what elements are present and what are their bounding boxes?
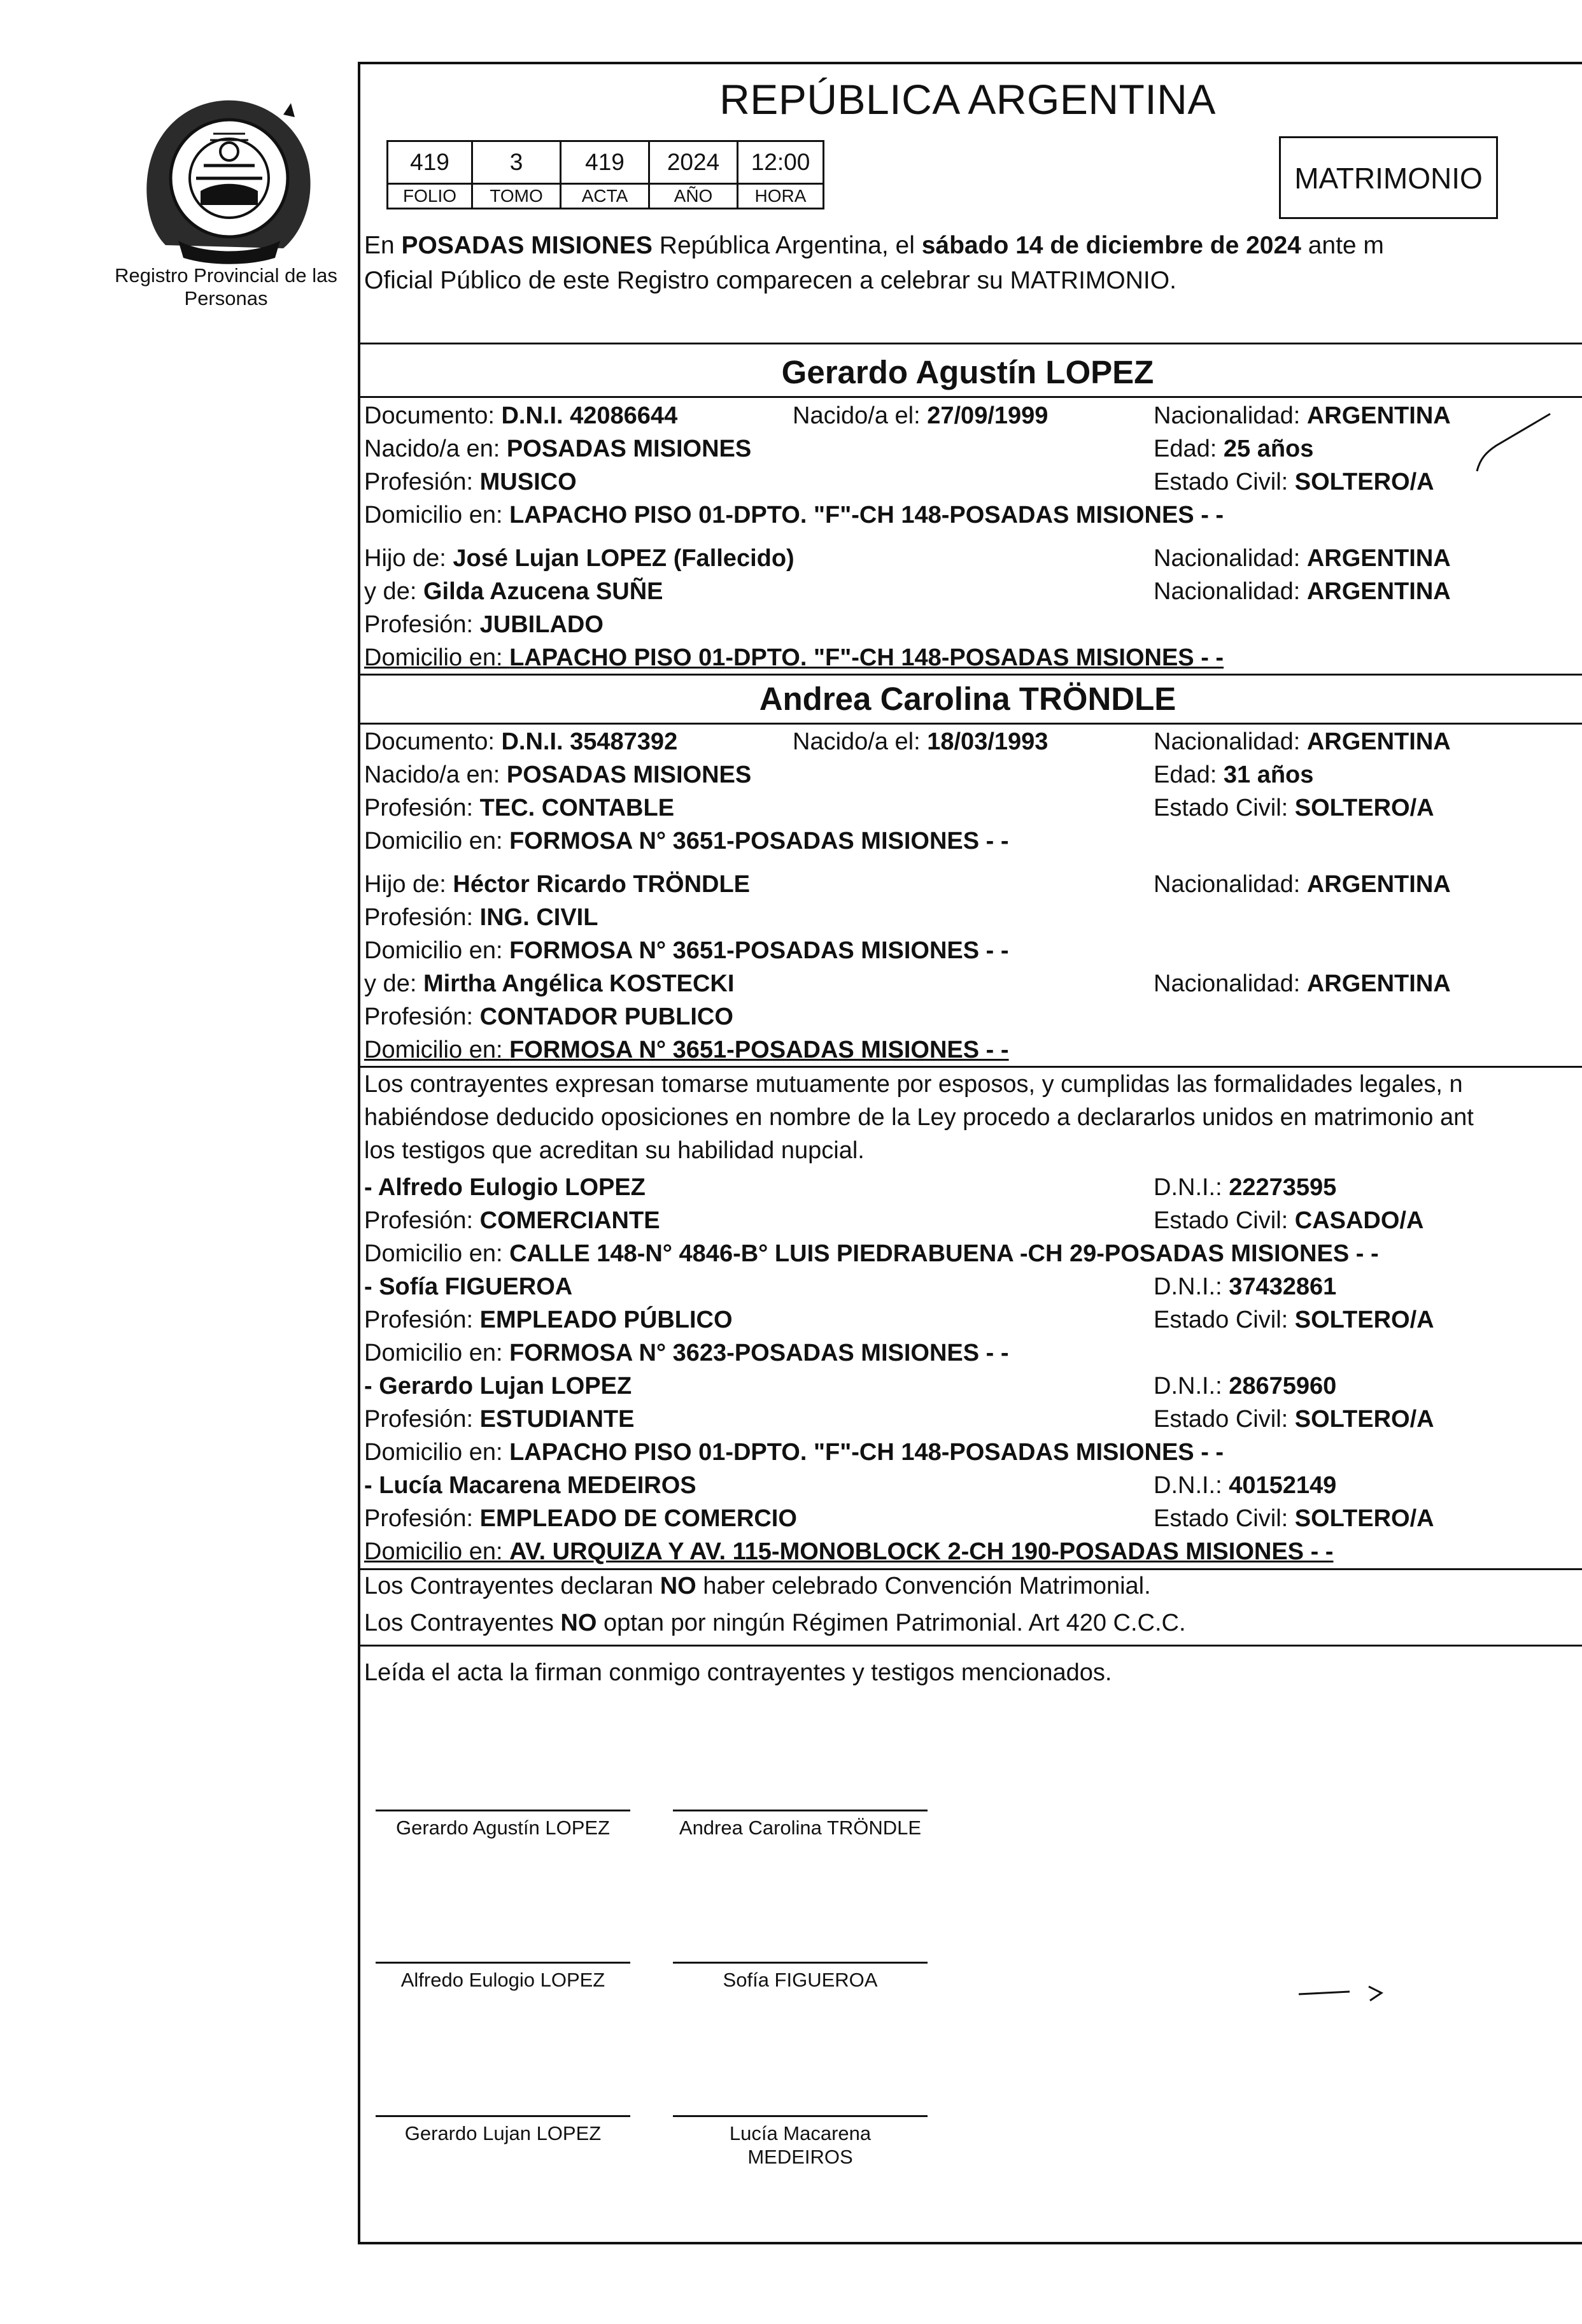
registry-name: Registro Provincial de las Personas (115, 264, 337, 309)
c1-age: Edad: 25 años (1154, 436, 1314, 462)
signature-name-2: Andrea Carolina TRÖNDLE (679, 1817, 922, 1839)
divider (360, 343, 1582, 344)
c1-nationality: Nacionalidad: ARGENTINA (1154, 402, 1451, 429)
intro-line-2: Oficial Público de este Registro comparecen a celebrar su MATRIMONIO. (364, 267, 1176, 294)
c2-father-profession: Profesión: ING. CIVIL (364, 904, 598, 931)
witness-3-name: - Gerardo Lujan LOPEZ (364, 1373, 632, 1399)
frame-bottom-border (358, 2242, 1582, 2244)
intro-line-1: En POSADAS MISIONES República Argentina, el sábado 14 de diciembre de 2024 ante m (364, 232, 1384, 259)
c2-nationality: Nacionalidad: ARGENTINA (1154, 728, 1451, 755)
hora-label: HORA (738, 184, 824, 209)
c1-document: Documento: D.N.I. 42086644 (364, 402, 678, 429)
c2-civil-status: Estado Civil: SOLTERO/A (1154, 795, 1434, 821)
witness-4-address: Domicilio en: AV. URQUIZA Y AV. 115-MONOBLOCK 2-CH 190-POSADAS MISIONES - - (364, 1538, 1334, 1565)
c2-father-address: Domicilio en: FORMOSA N° 3651-POSADAS MISIONES - - (364, 937, 1009, 964)
c2-birthplace: Nacido/a en: POSADAS MISIONES (364, 762, 752, 788)
signature-line (673, 2115, 928, 2117)
c2-mother-address: Domicilio en: FORMOSA N° 3651-POSADAS MISIONES - - (364, 1037, 1009, 1063)
folio-value: 419 (388, 141, 472, 184)
c2-document: Documento: D.N.I. 35487392 (364, 728, 678, 755)
witness-2-profession: Profesión: EMPLEADO PÚBLICO (364, 1307, 733, 1333)
declaration-line-3: los testigos que acreditan su habilidad nupcial. (364, 1137, 865, 1164)
witness-1-dni: D.N.I.: 22273595 (1154, 1174, 1337, 1201)
frame-top-border (358, 62, 1582, 64)
witness-2-address: Domicilio en: FORMOSA N° 3623-POSADAS MISIONES - - (364, 1340, 1009, 1366)
witness-4-dni: D.N.I.: 40152149 (1154, 1472, 1337, 1499)
witness-2-name: - Sofía FIGUEROA (364, 1273, 573, 1300)
signature-name-1: Gerardo Agustín LOPEZ (395, 1817, 610, 1839)
signature-name-5: Gerardo Lujan LOPEZ (404, 2122, 602, 2144)
witness-3-address: Domicilio en: LAPACHO PISO 01-DPTO. "F"-CH 148-POSADAS MISIONES - - (364, 1439, 1224, 1466)
witness-3-civil-status: Estado Civil: SOLTERO/A (1154, 1406, 1434, 1433)
closing-text: Leída el acta la firman conmigo contrayentes y testigos mencionados. (364, 1659, 1112, 1686)
divider (360, 1645, 1582, 1647)
signature-line (376, 1962, 630, 1964)
signature-line (376, 2115, 630, 2117)
divider (360, 396, 1582, 398)
signature-line (673, 1962, 928, 1964)
record-numbers-table (386, 140, 824, 209)
document-title: REPÚBLICA ARGENTINA (719, 76, 1216, 123)
witness-3-dni: D.N.I.: 28675960 (1154, 1373, 1337, 1399)
frame-left-border (358, 62, 360, 2244)
witness-4-civil-status: Estado Civil: SOLTERO/A (1154, 1505, 1434, 1532)
c1-father-nationality: Nacionalidad: ARGENTINA (1154, 545, 1451, 572)
provincial-seal-icon (140, 96, 318, 267)
divider (360, 1066, 1582, 1068)
declaration-line-2: habiéndose deducido oposiciones en nombre de la Ley procedo a declararlos unidos en matrimonio ant (364, 1104, 1474, 1131)
c2-age: Edad: 31 años (1154, 762, 1314, 788)
witness-2-civil-status: Estado Civil: SOLTERO/A (1154, 1307, 1434, 1333)
convention-line-1: Los Contrayentes declaran NO haber celebrado Convención Matrimonial. (364, 1573, 1151, 1599)
contrayente-1-name: Gerardo Agustín LOPEZ (781, 354, 1154, 390)
c1-parents-address: Domicilio en: LAPACHO PISO 01-DPTO. "F"-CH 148-POSADAS MISIONES - - (364, 644, 1224, 671)
witness-1-name: - Alfredo Eulogio LOPEZ (364, 1174, 646, 1201)
c1-birthdate: Nacido/a el: 27/09/1999 (793, 402, 1049, 429)
c2-father-nationality: Nacionalidad: ARGENTINA (1154, 871, 1451, 898)
signature-line (376, 1810, 630, 1811)
witness-1-profession: Profesión: COMERCIANTE (364, 1207, 660, 1234)
c2-mother-profession: Profesión: CONTADOR PUBLICO (364, 1003, 733, 1030)
c1-mother-nationality: Nacionalidad: ARGENTINA (1154, 578, 1451, 605)
signature-name-3: Alfredo Eulogio LOPEZ (400, 1969, 605, 1991)
signature-line (673, 1810, 928, 1811)
divider (360, 723, 1582, 725)
witness-2-dni: D.N.I.: 37432861 (1154, 1273, 1337, 1300)
contrayente-2-name: Andrea Carolina TRÖNDLE (759, 681, 1176, 717)
witness-4-profession: Profesión: EMPLEADO DE COMERCIO (364, 1505, 797, 1532)
c1-birthplace: Nacido/a en: POSADAS MISIONES (364, 436, 752, 462)
ano-label: AÑO (649, 184, 738, 209)
declaration-line-1: Los contrayentes expresan tomarse mutuamente por esposos, y cumplidas las formalidades legales, n (364, 1071, 1463, 1098)
c2-mother: y de: Mirtha Angélica KOSTECKI (364, 970, 735, 997)
c1-civil-status: Estado Civil: SOLTERO/A (1154, 469, 1434, 495)
c1-profession: Profesión: MUSICO (364, 469, 577, 495)
convention-line-2: Los Contrayentes NO optan por ningún Régimen Patrimonial. Art 420 C.C.C. (364, 1610, 1186, 1636)
signature-name-4: Sofía FIGUEROA (723, 1969, 878, 1991)
c2-mother-nationality: Nacionalidad: ARGENTINA (1154, 970, 1451, 997)
tomo-value: 3 (472, 141, 561, 184)
signature-name-6: Lucía Macarena MEDEIROS (729, 2122, 872, 2168)
witness-4-name: - Lucía Macarena MEDEIROS (364, 1472, 696, 1499)
hora-value: 12:00 (738, 141, 824, 184)
strike-mark-icon (1471, 407, 1553, 478)
witness-1-address: Domicilio en: CALLE 148-N° 4846-B° LUIS PIEDRABUENA -CH 29-POSADAS MISIONES - - (364, 1240, 1379, 1267)
record-type: MATRIMONIO (1294, 162, 1483, 195)
c1-address: Domicilio en: LAPACHO PISO 01-DPTO. "F"-CH 148-POSADAS MISIONES - - (364, 502, 1224, 528)
ano-value: 2024 (649, 141, 738, 184)
scribble-mark-icon (1299, 1980, 1413, 2006)
witness-1-civil-status: Estado Civil: CASADO/A (1154, 1207, 1424, 1234)
witness-3-profession: Profesión: ESTUDIANTE (364, 1406, 635, 1433)
folio-label: FOLIO (388, 184, 472, 209)
c1-father: Hijo de: José Lujan LOPEZ (Fallecido) (364, 545, 795, 572)
c1-mother: y de: Gilda Azucena SUÑE (364, 578, 663, 605)
tomo-label: TOMO (472, 184, 561, 209)
c1-parents-profession: Profesión: JUBILADO (364, 611, 604, 638)
c2-address: Domicilio en: FORMOSA N° 3651-POSADAS MISIONES - - (364, 828, 1009, 854)
acta-value: 419 (561, 141, 649, 184)
c2-birthdate: Nacido/a el: 18/03/1993 (793, 728, 1049, 755)
c2-profession: Profesión: TEC. CONTABLE (364, 795, 675, 821)
acta-label: ACTA (561, 184, 649, 209)
divider (360, 674, 1582, 676)
c2-father: Hijo de: Héctor Ricardo TRÖNDLE (364, 871, 751, 898)
